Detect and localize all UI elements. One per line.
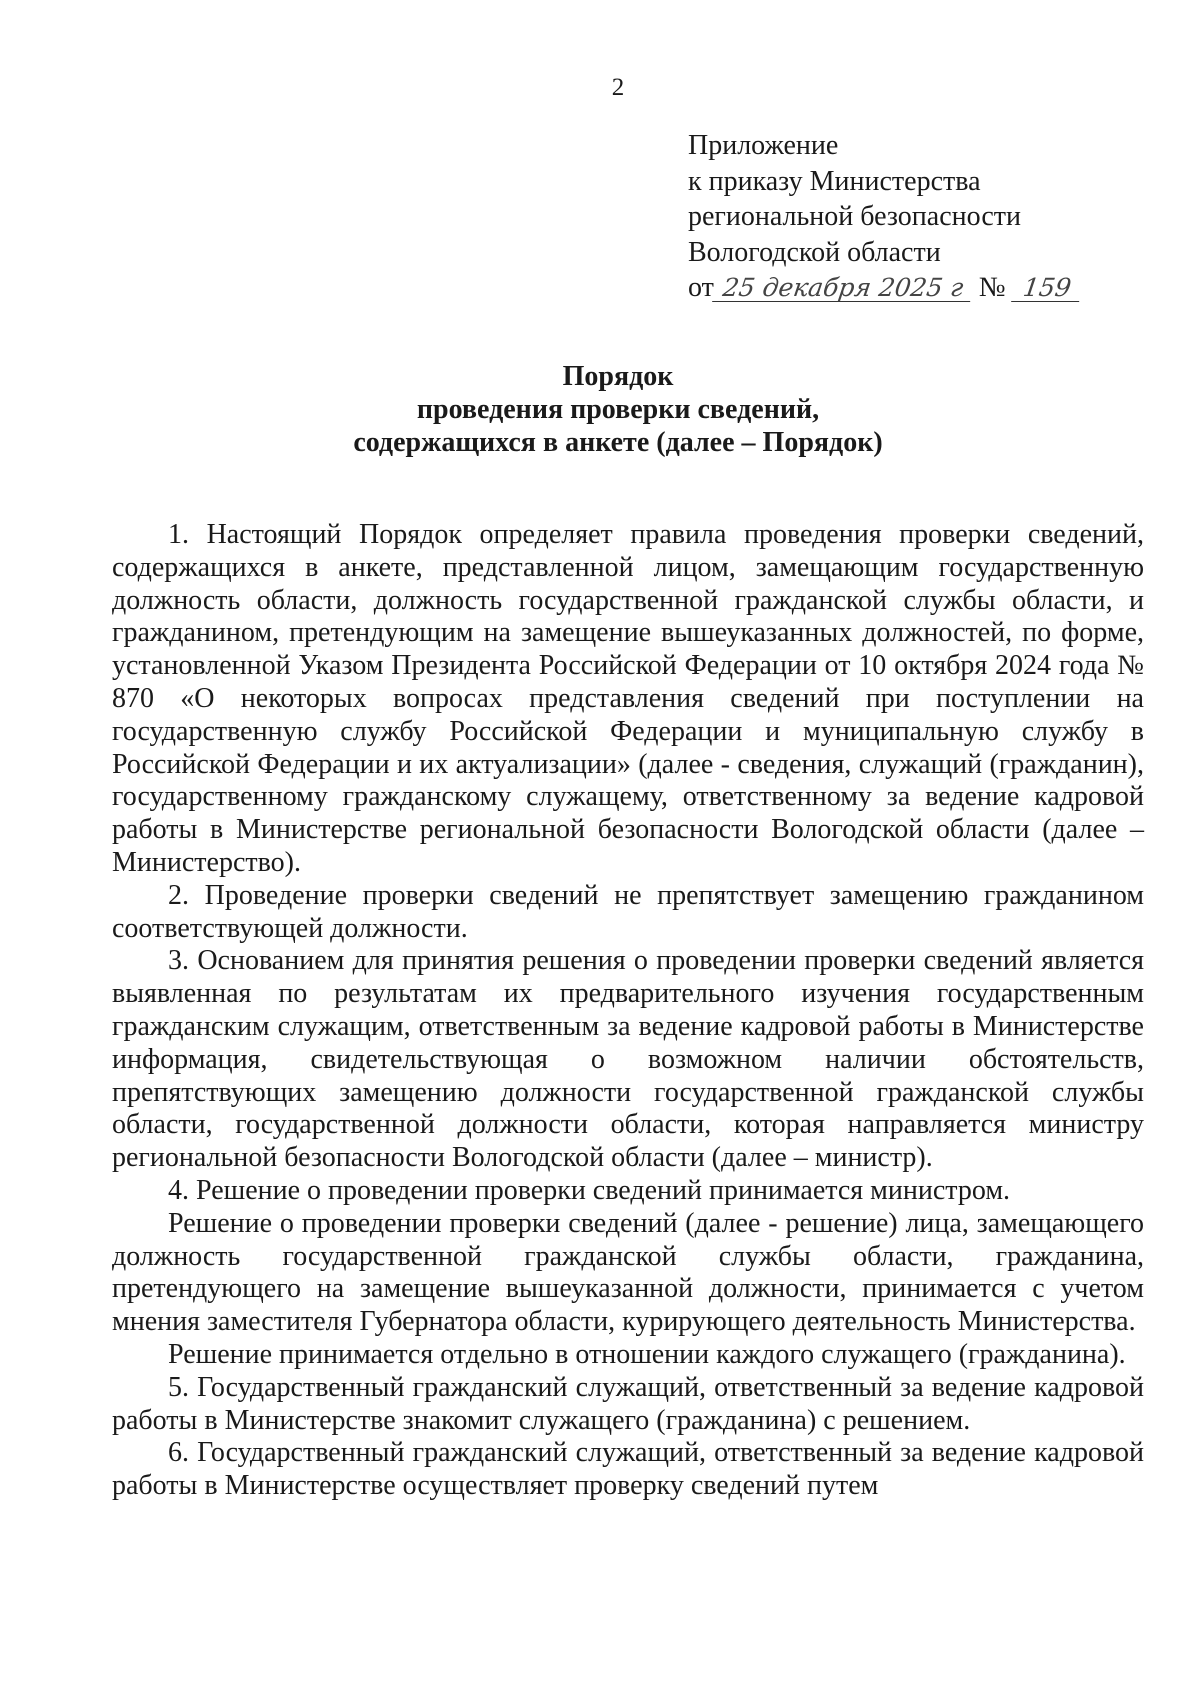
appendix-line: региональной безопасности	[688, 201, 1021, 232]
paragraph-5: 5. Государственный гражданский служащий, ответственный за ведение кадровой работы в Министерстве знакомит служащего (гражданина) с решением.	[112, 1371, 1144, 1436]
paragraph-3: 3. Основанием для принятия решения о проведении проверки сведений является выявленная по результатам их предварительного изучения государственным гражданским служащим, ответственным за ведение кадровой работы в Министерстве информация, свидетельствующая о возможном наличии обстоятельств, препятствующих замещению должности государственной гражданской службы области, государственной должности области, которая направляется министру региональной безопасности Вологодской области (далее – министр).	[112, 945, 1144, 1174]
date-prefix: от	[688, 272, 714, 303]
paragraph-4-decision: Решение о проведении проверки сведений (далее - решение) лица, замещающего должность государственной гражданской службы области, гражданина, претендующего на замещение вышеуказанной должности, принимается с учетом мнения заместителя Губернатора области, курирующего деятельность Министерства.	[112, 1207, 1144, 1338]
appendix-line: Вологодской области	[688, 236, 941, 268]
handwritten-number: 159	[1011, 275, 1083, 302]
order-date-line	[688, 270, 1081, 306]
handwritten-date: 25 декабря 2025 г	[712, 275, 974, 302]
title-line: содержащихся в анкете (далее – Порядок)	[353, 427, 883, 458]
appendix-block	[688, 128, 1081, 306]
paragraph-1: 1. Настоящий Порядок определяет правила проведения проверки сведений, содержащихся в анкете, представленной лицом, замещающим государственную должность области, должность государственной гражданской службы области, и гражданином, претендующим на замещение вышеуказанных должностей, по форме, установленной Указом Президента Российской Федерации от 10 октября 2024 года № 870 «О некоторых вопросах представления сведений при поступлении на государственную службу Российской Федерации и муниципальную службу в Российской Федерации и их актуализации» (далее - сведения, служащий (гражданин), государственному гражданскому служащему, ответственному за ведение кадровой работы в Министерстве региональной безопасности Вологодской области (далее – Министерство).	[112, 519, 1144, 878]
title-line: проведения проверки сведений,	[416, 394, 820, 425]
page-number: 2	[611, 74, 625, 101]
paragraph-2: 2. Проведение проверки сведений не препятствует замещению гражданином соответствующей должности.	[112, 879, 1144, 944]
paragraph-6: 6. Государственный гражданский служащий, ответственный за ведение кадровой работы в Министерстве осуществляет проверку сведений путем	[112, 1437, 1144, 1502]
title-line: Порядок	[562, 361, 674, 392]
appendix-line: Приложение	[688, 130, 839, 161]
number-label: №	[978, 272, 1006, 303]
paragraph-4: 4. Решение о проведении проверки сведений принимается министром.	[168, 1174, 1011, 1206]
document-title	[0, 360, 1200, 459]
document-body	[112, 519, 1144, 1503]
paragraph-4-separate: Решение принимается отдельно в отношении каждого служащего (гражданина).	[168, 1338, 1126, 1370]
appendix-line: к приказу Министерства	[688, 165, 981, 197]
